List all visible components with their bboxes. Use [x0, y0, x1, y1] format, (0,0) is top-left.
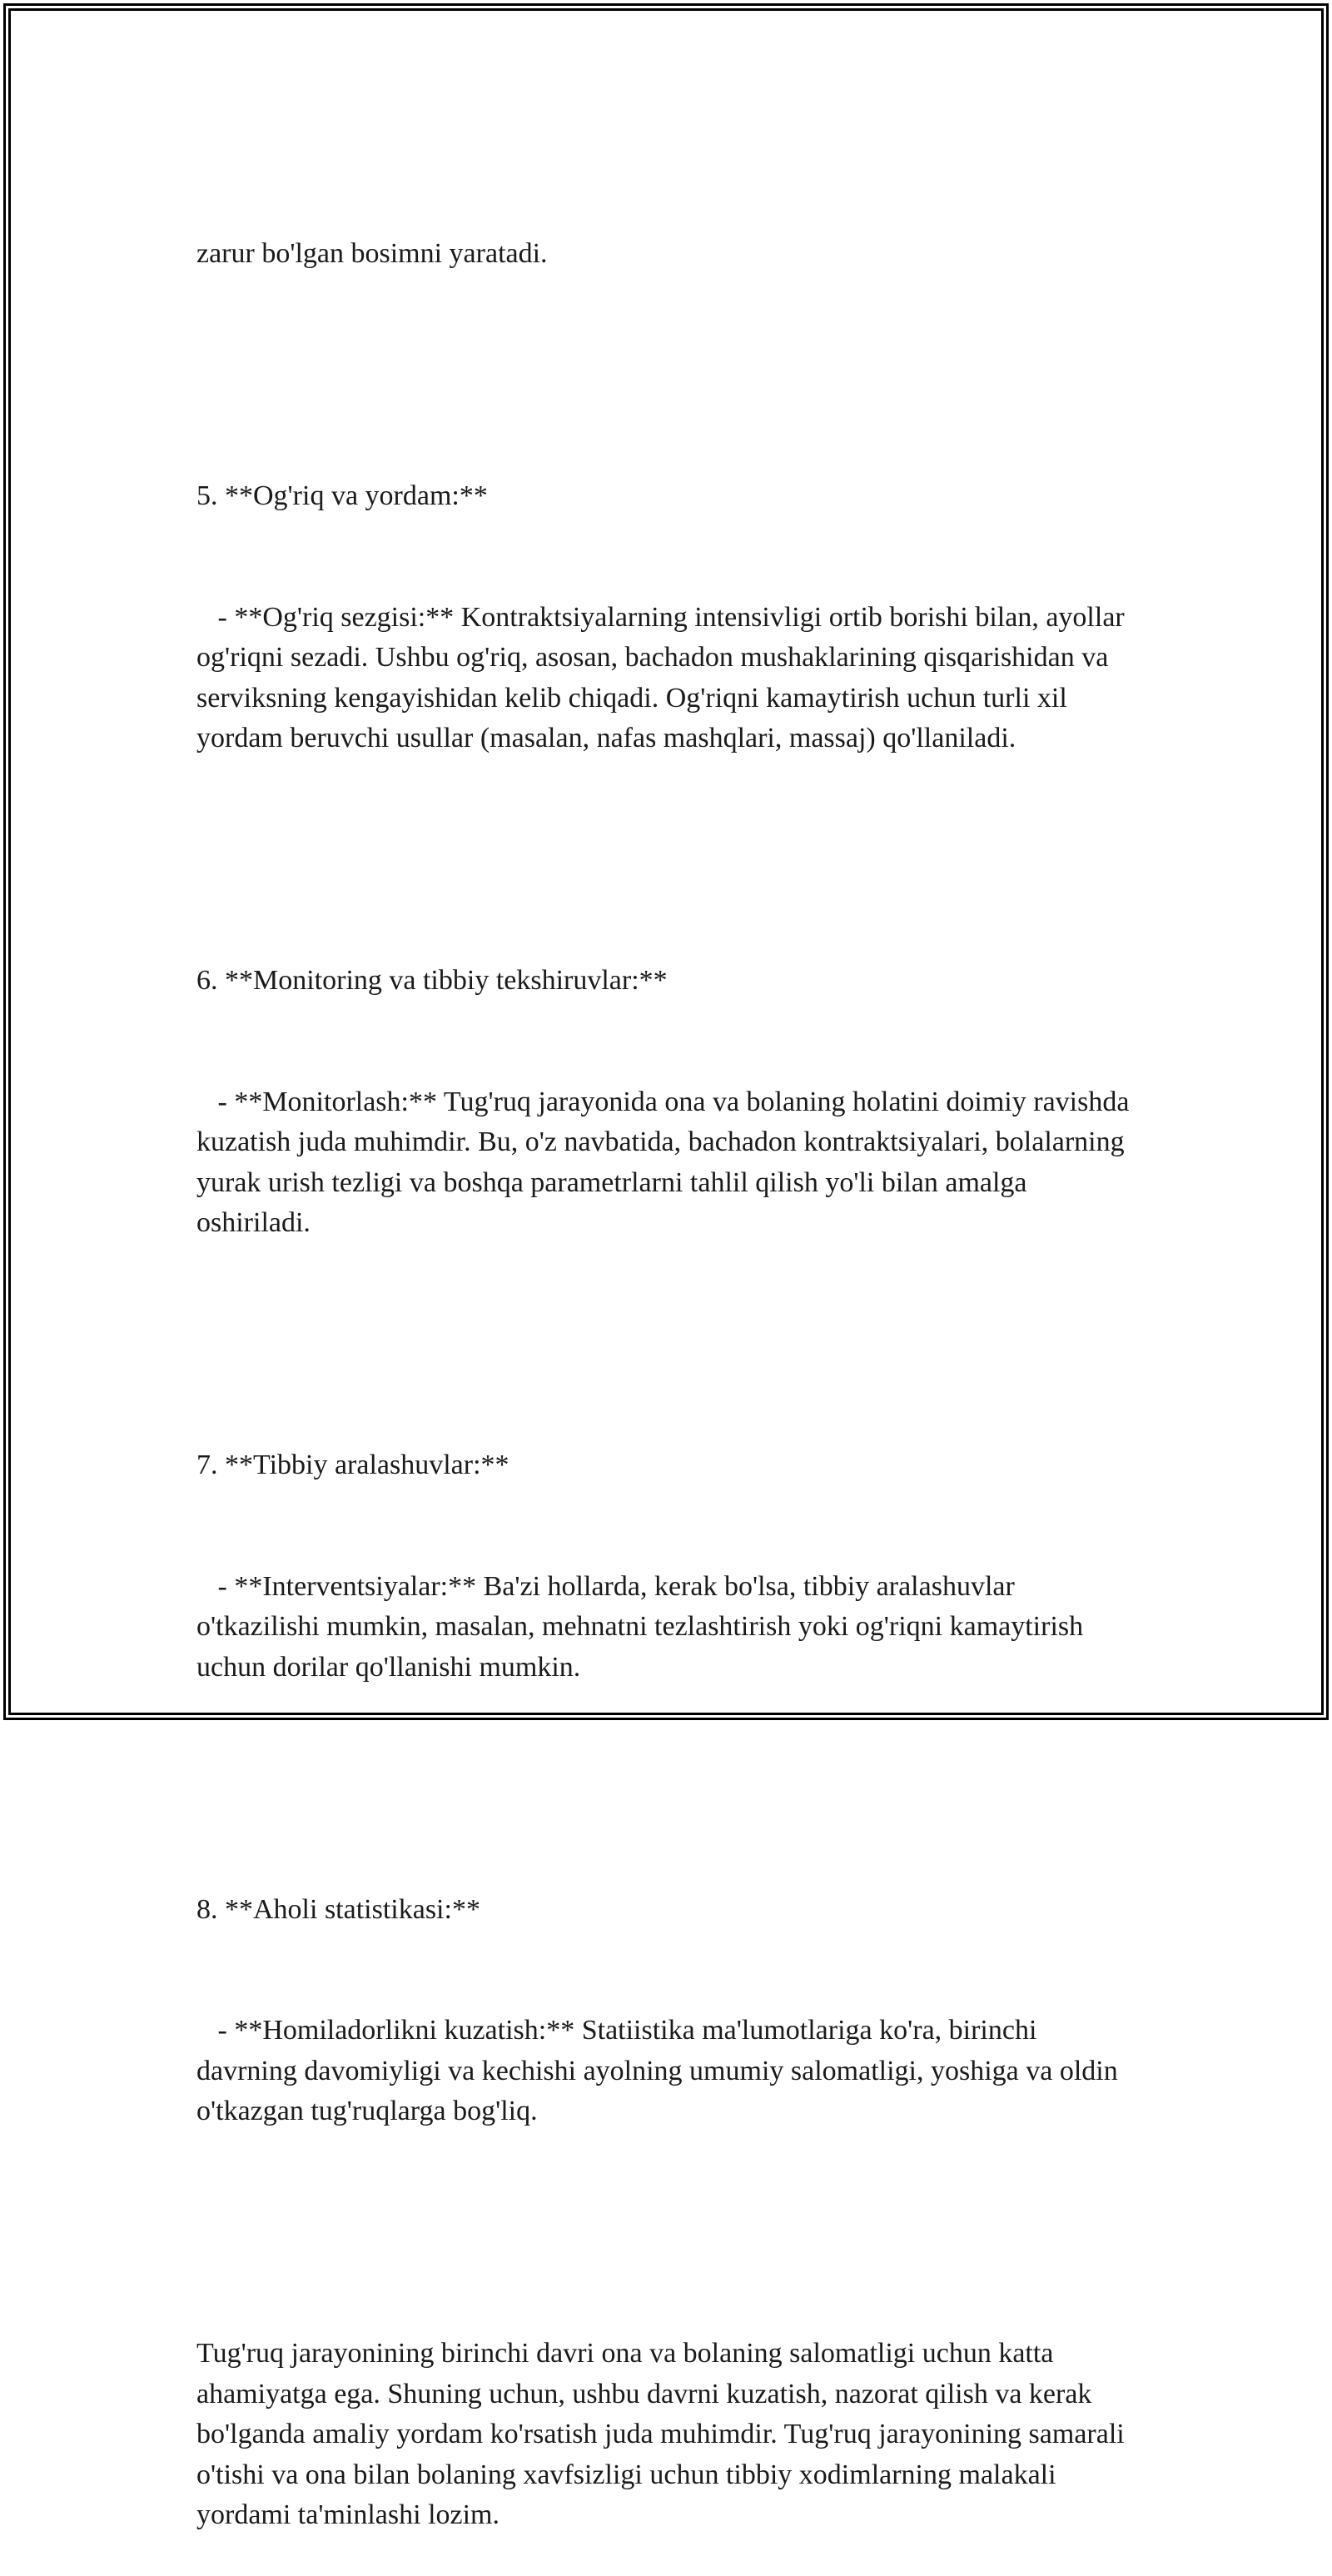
section-heading-8: 8. **Aholi statistikasi:**: [196, 1893, 480, 1925]
document-body: [196, 153, 1137, 2576]
section-heading-7: 7. **Tibbiy aralashuvlar:**: [196, 1450, 509, 1480]
section-item-8: - **Homiladorlikni kuzatish:** Statiistika ma'lumotlariga ko'ra, birinchi davrning davomiyligi va kechishi ayolning umumiy salomatligi, yoshiga va oldin o'tkazgan tug'ruqlarga bog'liq.: [196, 2015, 1126, 2126]
paragraph-continuation: zarur bo'lgan bosimni yaratadi.: [196, 238, 548, 269]
section-item-6: - **Monitorlash:** Tug'ruq jarayonida ona va bolaning holatini doimiy ravishda kuzatish juda muhimdir. Bu, o'z navbatida, bachadon kontraktsiyalari, bolalarning yurak urish tezligi va boshqa parametrlarni tahlil qilish yo'li bilan amalga oshiriladi.: [196, 1086, 1136, 1238]
section-heading-6: 6. **Monitoring va tibbiy tekshiruvlar:**: [196, 965, 668, 996]
section-item-7: - **Interventsiyalar:** Ba'zi hollarda, kerak bo'lsa, tibbiy aralashuvlar o'tkazilishi mumkin, masalan, mehnatni tezlashtirish yoki og'riqni kamaytirish uchun dorilar qo'llanishi mumkin.: [196, 1570, 1091, 1683]
blank-line: [196, 2213, 1137, 2254]
blank-line: [196, 840, 1137, 881]
section-heading-5: 5. **Og'riq va yordam:**: [196, 480, 488, 511]
blank-line: [196, 356, 1137, 396]
blank-line: [196, 1768, 1137, 1809]
section-item-5: - **Og'riq sezgisi:** Kontraktsiyalarning intensivligi ortib borishi bilan, ayollar og'riqni sezadi. Ushbu og'riq, asosan, bachadon mushaklarining qisqarishidan va serviksning kengayishidan kelib chiqadi. Og'riqni kamaytirish uchun turli xil yordam beruvchi usullar (masalan, nafas mashqlari, massaj) qo'llaniladi.: [196, 601, 1132, 753]
blank-line: [196, 1325, 1137, 1365]
conclusion-paragraph: Tug'ruq jarayonining birinchi davri ona va bolaning salomatligi uchun katta ahamiyatga ega. Shuning uchun, ushbu davrni kuzatish, nazorat qilish va kerak bo'lganda amaliy yordam ko'rsatish juda muhimdir. Tug'ruq jarayonining samarali o'tishi va ona bilan bolaning xavfsizligi uchun tibbiy xodimlarning malakali yordami ta'minlashi lozim.: [196, 2338, 1132, 2530]
